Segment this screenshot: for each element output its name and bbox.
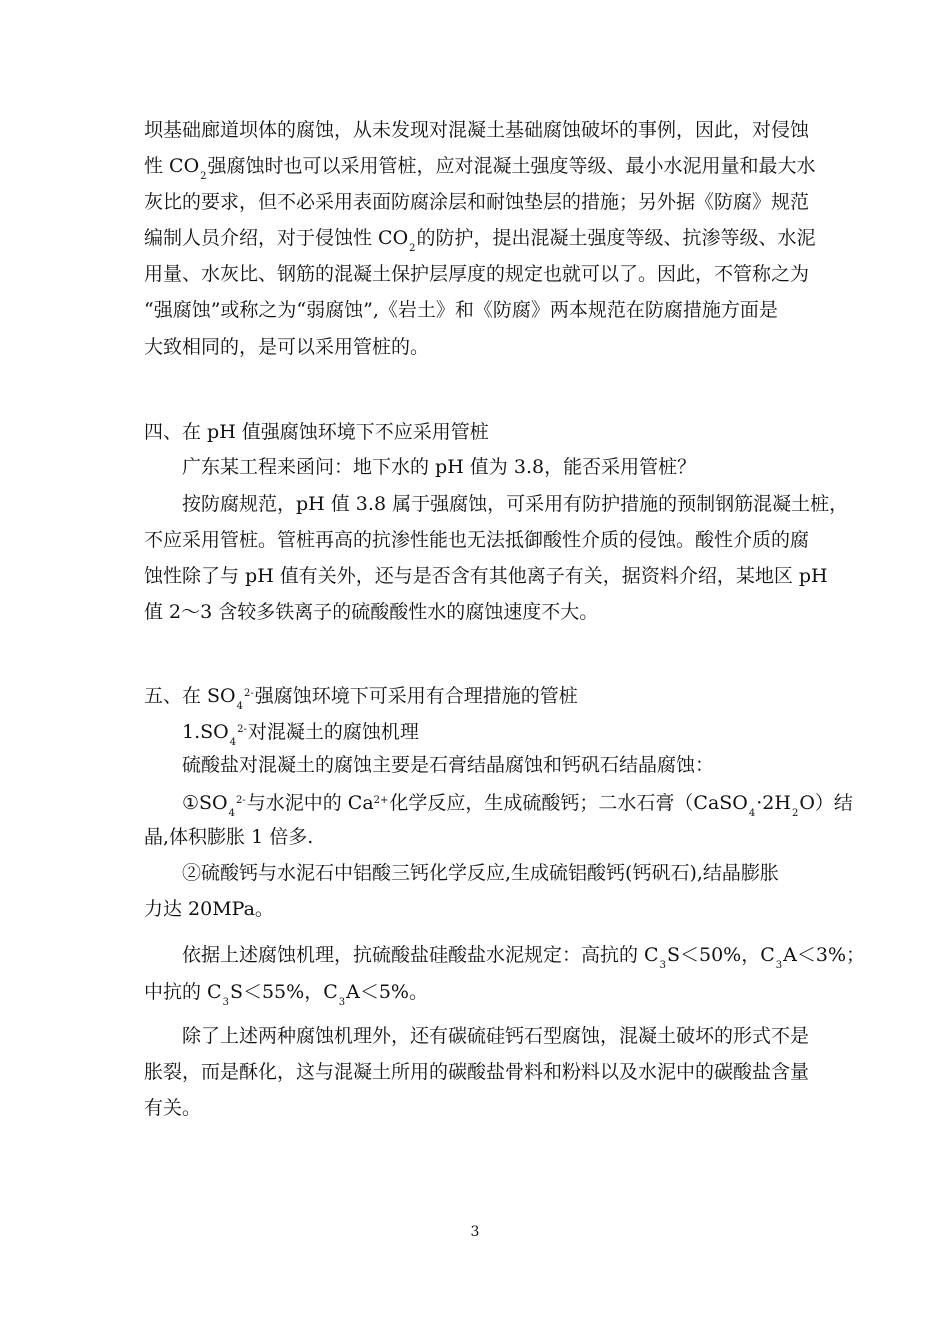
text: 强腐蚀环境下可采用有合理措施的管桩	[254, 685, 578, 707]
text: 硫酸盐对混凝土的腐蚀主要是石膏结晶腐蚀和钙矾石结晶腐蚀：	[182, 754, 715, 776]
text: 用量、水灰比、钢筋的混凝土保护层厚度的规定也就可以了。因此，不管称之为	[144, 263, 810, 285]
text: 强腐蚀时也可以采用管桩，应对混凝土强度等级、最小水泥用量和最大水	[207, 155, 816, 177]
superscript: 2+	[373, 795, 389, 806]
text: 1.SO	[182, 721, 229, 743]
text: 依据上述腐蚀机理，抗硫酸盐硅酸盐水泥规定：高抗的 C	[182, 944, 659, 966]
subscript: 3	[338, 997, 346, 1008]
subsection-heading	[182, 718, 419, 755]
text: 广东某工程来函问：地下水的 pH 值为 3.8，能否采用管桩？	[182, 456, 697, 478]
section-heading	[144, 682, 578, 719]
text: A＜3%；	[783, 944, 866, 966]
text: ·2H	[756, 792, 791, 814]
text: 中抗的 C	[144, 981, 222, 1003]
subscript: 4	[748, 808, 756, 819]
paragraph-line	[182, 492, 848, 516]
text: 性 CO	[144, 155, 200, 177]
paragraph-line	[144, 528, 809, 552]
paragraph-line	[144, 1096, 201, 1120]
text: ②硫酸钙与水泥石中铝酸三钙化学反应,生成硫铝酸钙(钙矾石),结晶膨胀	[182, 862, 779, 884]
page-number: 3	[470, 1224, 480, 1240]
paragraph-line	[144, 600, 598, 624]
text: O）结	[799, 792, 853, 814]
paragraph-line	[144, 154, 816, 189]
subscript: 3	[222, 997, 229, 1008]
text: 有关。	[144, 1097, 202, 1119]
text: 五、在 SO	[144, 685, 236, 707]
text: 值 2～3 含较多铁离子的硫酸酸性水的腐蚀速度不大。	[144, 601, 599, 623]
subscript: 3	[775, 960, 783, 971]
subscript: 4	[229, 737, 237, 748]
paragraph-line	[144, 226, 816, 261]
paragraph-line	[144, 335, 429, 359]
text: 灰比的要求，但不必采用表面防腐涂层和耐蚀垫层的措施；另外据《防腐》规范	[144, 191, 810, 213]
subscript: 2	[409, 243, 416, 254]
text: 坝基础廊道坝体的腐蚀，从未发现对混凝土基础腐蚀破坏的事例，因此，对侵蚀	[144, 119, 810, 141]
paragraph-line	[182, 943, 865, 978]
paragraph-line	[144, 298, 778, 322]
text: 大致相同的，是可以采用管桩的。	[144, 336, 430, 358]
paragraph-line	[144, 118, 809, 142]
text: ①SO	[182, 792, 228, 814]
text: “强腐蚀”或称之为“弱腐蚀”,《岩土》和《防腐》两本规范在防腐措施方面是	[144, 299, 778, 321]
text: 编制人员介绍，对于侵蚀性 CO	[144, 227, 409, 249]
paragraph-line	[144, 564, 828, 588]
superscript: 2-	[244, 688, 254, 699]
text: 对混凝土的腐蚀机理	[247, 721, 419, 743]
paragraph-line	[144, 262, 809, 286]
paragraph-line	[182, 753, 714, 777]
subscript: 2	[200, 171, 207, 182]
paragraph-line	[144, 1060, 809, 1084]
text: 蚀性除了与 pH 值有关外，还与是否含有其他离子有关，据资料介绍，某地区 pH	[144, 565, 828, 587]
text: 晶,体积膨胀 1 倍多.	[144, 826, 314, 848]
paragraph-line	[144, 825, 313, 849]
text: 力达 20MPa。	[144, 898, 274, 920]
text: 除了上述两种腐蚀机理外，还有碳硫硅钙石型腐蚀，混凝土破坏的形式不是	[182, 1025, 810, 1047]
subscript: 4	[228, 808, 236, 819]
text: S＜55%，C	[229, 981, 338, 1003]
list-item	[182, 789, 853, 826]
section-heading	[144, 420, 489, 444]
subscript: 4	[236, 701, 244, 712]
text: 化学反应，生成硫酸钙；二水石膏（CaSO	[389, 792, 748, 814]
text: 胀裂，而是酥化，这与混凝土所用的碳酸盐骨料和粉料以及水泥中的碳酸盐含量	[144, 1061, 810, 1083]
paragraph-line	[182, 1024, 809, 1048]
paragraph-line	[182, 455, 696, 479]
text: 的防护，提出混凝土强度等级、抗渗等级、水泥	[416, 227, 816, 249]
list-item	[182, 861, 779, 885]
paragraph-line	[144, 980, 428, 1015]
text: S＜50%，C	[666, 944, 775, 966]
subscript: 2	[791, 808, 799, 819]
text: 四、在 pH 值强腐蚀环境下不应采用管桩	[144, 421, 489, 443]
paragraph-line	[144, 190, 809, 214]
text: A＜5%。	[346, 981, 428, 1003]
superscript: 2-	[237, 724, 247, 735]
subscript: 3	[659, 960, 666, 971]
text: 与水泥中的 Ca	[246, 792, 374, 814]
text: 按防腐规范，pH 值 3.8 属于强腐蚀，可采用有防护措施的预制钢筋混凝土桩，	[182, 493, 849, 515]
superscript: 2-	[236, 795, 246, 806]
paragraph-line	[144, 897, 274, 921]
text: 不应采用管桩。管桩再高的抗渗性能也无法抵御酸性介质的侵蚀。酸性介质的腐	[144, 529, 810, 551]
